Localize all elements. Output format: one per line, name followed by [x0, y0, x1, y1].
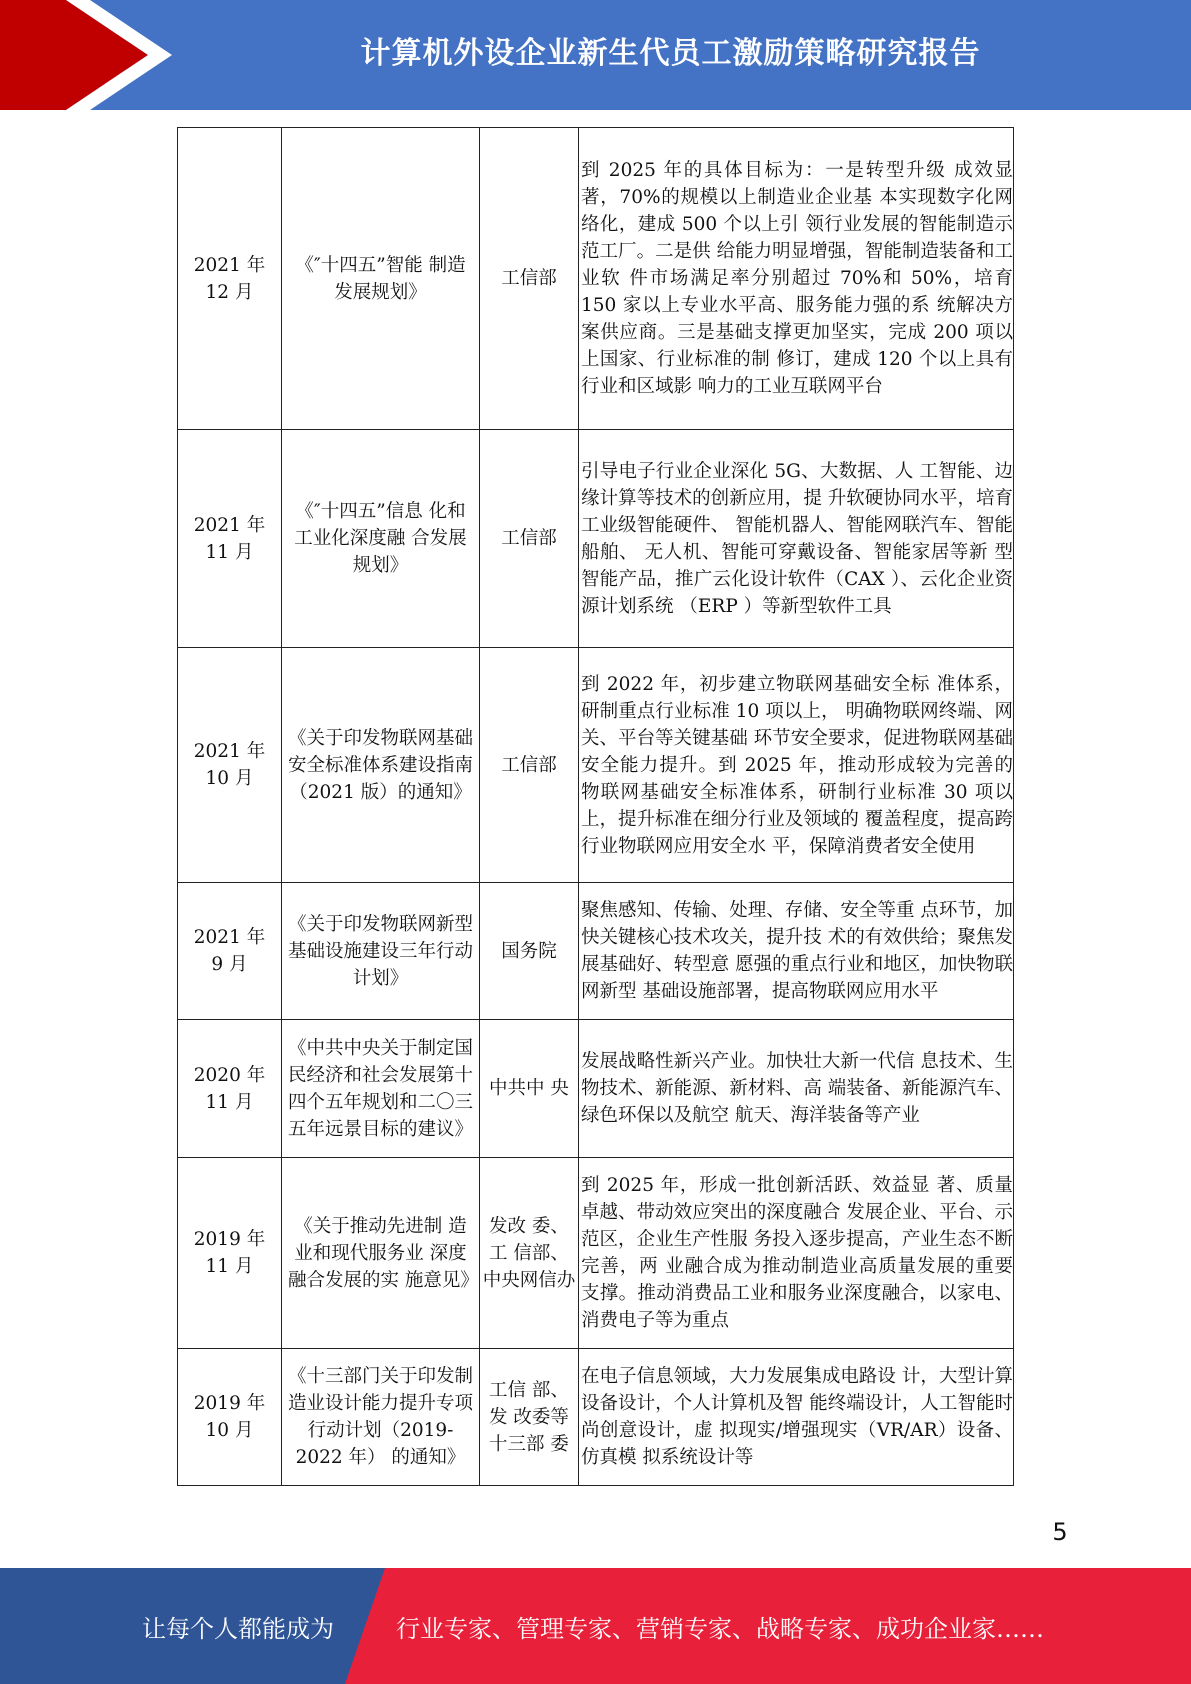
date-cell: 2019 年 11 月 [178, 1158, 282, 1349]
content-cell: 到 2025 年的具体目标为：一是转型升级 成效显著，70%的规模以上制造业企业基 本实现数字化网络化，建成 500 个以上引 领行业发展的智能制造示范工厂。二是供 给能力明显增强，智能制造装备和工业软 件市场满足率分别超过 70%和 50%，培育 150 家以上专业水平高、服务能力强的系 统解决方案供应商。三是基础支撑更加坚实，完成 200 项以上国家、行业标准的制 修订，建成 120 个以上具有行业和区域影 响力的工业互联网平台 [579, 128, 1014, 430]
table-row [178, 1158, 1014, 1349]
report-title: 计算机外设企业新生代员工激励策略研究报告 [360, 36, 981, 71]
date-cell: 2021 年 12 月 [178, 128, 282, 430]
table-row [178, 128, 1014, 430]
document-cell: 《关于印发物联网基础安全标准体系建设指南（2021 版）的通知》 [282, 648, 480, 883]
date-cell: 2019 年 10 月 [178, 1349, 282, 1486]
date-cell: 2021 年 11 月 [178, 430, 282, 648]
issuer-cell: 工信部 [480, 430, 579, 648]
table-row [178, 1020, 1014, 1158]
footer-slogan-left: 让每个人都能成为 [142, 1614, 334, 1643]
issuer-cell: 中共中 央 [480, 1020, 579, 1158]
table-row [178, 883, 1014, 1020]
date-cell: 2021 年 9 月 [178, 883, 282, 1020]
content-cell: 引导电子行业企业深化 5G、大数据、人 工智能、边缘计算等技术的创新应用，提 升软硬协同水平，培育工业级智能硬件、 智能机器人、智能网联汽车、智能船舶、 无人机、智能可穿戴设备、智能家居等新 型智能产品，推广云化设计软件（CAX ）、云化企业资源计划系统 （ERP ）等新型软件工具 [579, 430, 1014, 648]
footer-banner [0, 1568, 1191, 1684]
issuer-cell: 发改 委、工 信部、中央网信办 [480, 1158, 579, 1349]
table-row [178, 1349, 1014, 1486]
document-cell: 《″十四五”信息 化和工业化深度融 合发展规划》 [282, 430, 480, 648]
content-cell: 发展战略性新兴产业。加快壮大新一代信 息技术、生物技术、新能源、新材料、高 端装备、新能源汽车、绿色环保以及航空 航天、海洋装备等产业 [579, 1020, 1014, 1158]
date-cell: 2021 年 10 月 [178, 648, 282, 883]
document-cell: 《″十四五”智能 制造发展规划》 [282, 128, 480, 430]
document-cell: 《关于推动先进制 造业和现代服务业 深度融合发展的实 施意见》 [282, 1158, 480, 1349]
content-cell: 到 2025 年，形成一批创新活跃、效益显 著、质量卓越、带动效应突出的深度融合 发展企业、平台、示范区，企业生产性服 务投入逐步提高，产业生态不断完善，两 业融合成为推动制造业高质量发展的重要 支撑。推动消费品工业和服务业深度融合，以家电、消费电子等为重点 [579, 1158, 1014, 1349]
document-cell: 《关于印发物联网新型基础设施建设三年行动计划》 [282, 883, 480, 1020]
document-cell: 《十三部门关于印发制造业设计能力提升专项行动计划（2019-2022 年） 的通知》 [282, 1349, 480, 1486]
policy-table [177, 127, 1014, 1486]
content-cell: 到 2022 年，初步建立物联网基础安全标 准体系，研制重点行业标准 10 项以上， 明确物联网终端、网关、平台等关键基础 环节安全要求，促进物联网基础安全能力提升。到 2025 年，推动形成较为完善的 物联网基础安全标准体系，研制行业标准 30 项以上，提升标准在细分行业及领域的 覆盖程度，提高跨行业物联网应用安全水 平，保障消费者安全使用 [579, 648, 1014, 883]
issuer-cell: 工信 部、发 改委等十三部 委 [480, 1349, 579, 1486]
table-row [178, 430, 1014, 648]
issuer-cell: 国务院 [480, 883, 579, 1020]
document-cell: 《中共中央关于制定国民经济和社会发展第十四个五年规划和二〇三五年远景目标的建议》 [282, 1020, 480, 1158]
issuer-cell: 工信部 [480, 648, 579, 883]
issuer-cell: 工信部 [480, 128, 579, 430]
table-row [178, 648, 1014, 883]
footer-slogan-right: 行业专家、管理专家、营销专家、战略专家、成功企业家…… [396, 1614, 1044, 1643]
date-cell: 2020 年 11 月 [178, 1020, 282, 1158]
content-cell: 聚焦感知、传输、处理、存储、安全等重 点环节，加快关键核心技术攻关，提升技 术的有效供给；聚焦发展基础好、转型意 愿强的重点行业和地区，加快物联网新型 基础设施部署，提高物联网应用水平 [579, 883, 1014, 1020]
header-bar [0, 0, 1191, 110]
content-cell: 在电子信息领域，大力发展集成电路设 计，大型计算设备设计，个人计算机及智 能终端设计，人工智能时尚创意设计，虚 拟现实/增强现实（VR/AR）设备、仿真模 拟系统设计等 [579, 1349, 1014, 1486]
page-number: 5 [1052, 1518, 1068, 1546]
policy-table-wrap [177, 127, 1013, 1486]
